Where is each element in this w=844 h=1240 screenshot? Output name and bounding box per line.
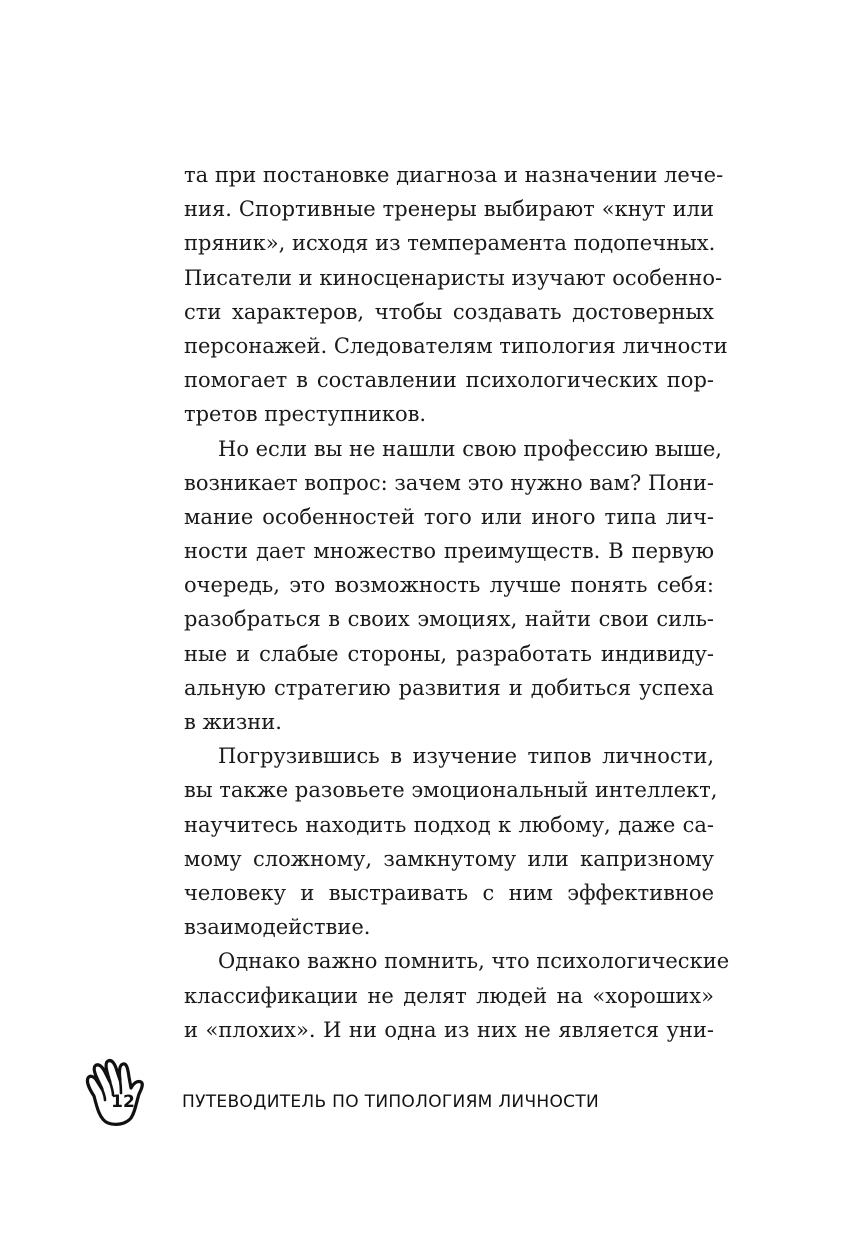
text-line: очередь, это возможность лучше понять себя: xyxy=(184,573,714,598)
text-line: помогает в составлении психологических пор- xyxy=(184,368,714,393)
text-line: Но если вы не нашли свою профессию выше, xyxy=(218,436,722,461)
text-line: классификации не делят людей на «хороших» xyxy=(184,983,714,1008)
body-text xyxy=(184,158,730,1047)
hand-icon xyxy=(80,1052,150,1128)
text-line: научитесь находить подход к любому, даже са- xyxy=(184,812,714,837)
text-line: человеку и выстраивать с ним эффективное xyxy=(184,880,714,905)
text-line: третов преступников. xyxy=(184,402,427,427)
text-line: Однако важно помнить, что психологические xyxy=(218,949,730,974)
text-line: сти характеров, чтобы создавать достоверных xyxy=(184,299,714,324)
text-line: взаимодействие. xyxy=(184,915,371,940)
text-line: ные и слабые стороны, разработать индивиду- xyxy=(184,641,714,666)
text-line: вы также разовьете эмоциональный интеллект, xyxy=(184,778,718,803)
page-number: 12 xyxy=(111,1092,135,1112)
page-footer xyxy=(80,1052,700,1128)
running-title: ПУТЕВОДИТЕЛЬ ПО ТИПОЛОГИЯМ ЛИЧНОСТИ xyxy=(182,1092,600,1112)
text-line: ния. Спортивные тренеры выбирают «кнут или xyxy=(184,197,714,222)
text-line: альную стратегию развития и добиться успеха xyxy=(184,675,714,700)
text-line: мому сложному, замкнутому или капризному xyxy=(184,846,714,871)
text-line: Погрузившись в изучение типов личности, xyxy=(218,744,714,769)
text-line: в жизни. xyxy=(184,710,282,734)
text-line: ности дает множество преимуществ. В первую xyxy=(184,539,714,564)
text-line: персонажей. Следователям типология личности xyxy=(184,333,728,358)
text-line: разобраться в своих эмоциях, найти свои силь- xyxy=(184,607,714,632)
text-line: возникает вопрос: зачем это нужно вам? Пони- xyxy=(184,470,714,495)
text-line: пряник», исходя из темперамента подопечных. xyxy=(184,231,716,256)
text-line: и «плохих». И ни одна из них не является уни- xyxy=(184,1017,714,1042)
text-line: та при постановке диагноза и назначении лече- xyxy=(184,163,724,187)
text-line: мание особенностей того или иного типа лич- xyxy=(184,504,714,529)
text-line: Писатели и киносценаристы изучают особенно- xyxy=(184,265,723,290)
